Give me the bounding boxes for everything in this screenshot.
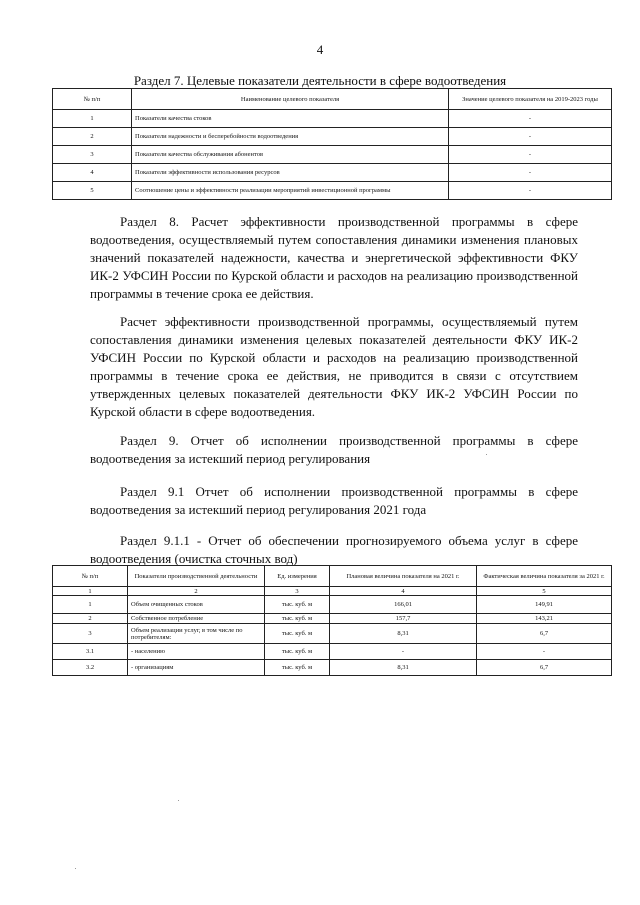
fact-value: 6,7: [477, 624, 612, 644]
section-9-heading: Раздел 9. Отчет об исполнении производственной программы в сфере водоотведения за истекший период регулирования: [90, 433, 578, 466]
indicator-name: Собственное потребление: [128, 614, 265, 624]
indicator-name: - населению: [128, 644, 265, 660]
column-number: 4: [330, 587, 477, 596]
column-number-row: [53, 587, 612, 596]
unit: тыс. куб. м: [265, 596, 330, 614]
plan-value: -: [330, 644, 477, 660]
indicator-value: -: [449, 182, 612, 200]
indicator-value: -: [449, 164, 612, 182]
table-row: [53, 110, 612, 128]
fact-value: 149,91: [477, 596, 612, 614]
table-row: [53, 644, 612, 660]
column-number: 5: [477, 587, 612, 596]
row-number: 3.1: [53, 644, 128, 660]
indicator-name: Соотношение цены и эффективности реализации мероприятий инвестиционной программы: [132, 182, 449, 200]
row-number: 2: [53, 128, 132, 146]
column-number: 1: [53, 587, 128, 596]
header-cell: Фактическая величина показателя за 2021 г.: [477, 566, 612, 587]
table-row: [53, 128, 612, 146]
section-9-1-heading: Раздел 9.1 Отчет об исполнении производственной программы в сфере водоотведения за истекший период регулирования 2021 года: [90, 484, 578, 517]
table-row: [53, 164, 612, 182]
scan-speck: [486, 454, 487, 455]
row-number: 3: [53, 146, 132, 164]
table-row: [53, 614, 612, 624]
header-cell: Наименование целевого показателя: [132, 89, 449, 110]
row-number: 3.2: [53, 660, 128, 676]
indicator-value: -: [449, 110, 612, 128]
unit: тыс. куб. м: [265, 644, 330, 660]
table-header-row: [53, 566, 612, 587]
header-cell: № п/п: [53, 89, 132, 110]
unit: тыс. куб. м: [265, 614, 330, 624]
table-row: [53, 146, 612, 164]
section-7-table: [52, 88, 612, 200]
row-number: 2: [53, 614, 128, 624]
plan-value: 8,31: [330, 660, 477, 676]
unit: тыс. куб. м: [265, 660, 330, 676]
section-7-heading: Раздел 7. Целевые показатели деятельности в сфере водоотведения: [133, 73, 507, 88]
column-number: 2: [128, 587, 265, 596]
indicator-value: -: [449, 128, 612, 146]
plan-value: 166,01: [330, 596, 477, 614]
indicator-name: Показатели надежности и бесперебойности водоотведения: [132, 128, 449, 146]
section-8-text: Расчет эффективности производственной программы, осуществляемый путем сопоставления динамики изменения целевых показателей деятельности ФКУ ИК-2 УФСИН России по Курской области и расходов на реализацию производственной программы в течение срока ее действия, не приводится в связи с отсутствием утвержденных целевых показателей деятельности ФКУ ИК-2 УФСИН России по Курской области в сфере водоотведения.: [90, 314, 578, 419]
table-row: [53, 182, 612, 200]
row-number: 1: [53, 110, 132, 128]
services-report-table: [52, 565, 612, 676]
row-number: 4: [53, 164, 132, 182]
indicator-name: Объем реализации услуг, в том числе по потребителям:: [128, 624, 265, 644]
indicator-name: Показатели качества обслуживания абонентов: [132, 146, 449, 164]
scan-speck: [75, 868, 76, 869]
indicator-value: -: [449, 146, 612, 164]
unit: тыс. куб. м: [265, 624, 330, 644]
row-number: 1: [53, 596, 128, 614]
fact-value: 6,7: [477, 660, 612, 676]
table-row: [53, 624, 612, 644]
page-number: 4: [316, 42, 324, 57]
indicator-name: Объем очищенных стоков: [128, 596, 265, 614]
header-cell: Значение целевого показателя на 2019-2023 годы: [449, 89, 612, 110]
header-cell: № п/п: [53, 566, 128, 587]
plan-value: 8,31: [330, 624, 477, 644]
indicator-name: - организациям: [128, 660, 265, 676]
fact-value: 143,21: [477, 614, 612, 624]
section-8-heading: Раздел 8. Расчет эффективности производственной программы в сфере водоотведения, осуществляемый путем сопоставления динамики изменения плановых значений показателей надежности, качества и энергетической эффективности ФКУ ИК-2 УФСИН России по Курской области и расходов на реализацию производственной программы в течение срока ее действия.: [90, 214, 578, 301]
row-number: 3: [53, 624, 128, 644]
column-number: 3: [265, 587, 330, 596]
indicator-name: Показатели качества стоков: [132, 110, 449, 128]
indicator-name: Показатели эффективности использования ресурсов: [132, 164, 449, 182]
header-cell: Показатели производственной деятельности: [128, 566, 265, 587]
header-cell: Плановая величина показателя на 2021 г.: [330, 566, 477, 587]
table-header-row: [53, 89, 612, 110]
row-number: 5: [53, 182, 132, 200]
scan-speck: [178, 800, 179, 801]
header-cell: Ед. измерения: [265, 566, 330, 587]
section-9-1-1-heading: Раздел 9.1.1 - Отчет об обеспечении прогнозируемого объема услуг в сфере водоотведения (очистка сточных вод): [90, 533, 578, 566]
table-row: [53, 596, 612, 614]
table-row: [53, 660, 612, 676]
fact-value: -: [477, 644, 612, 660]
plan-value: 157,7: [330, 614, 477, 624]
